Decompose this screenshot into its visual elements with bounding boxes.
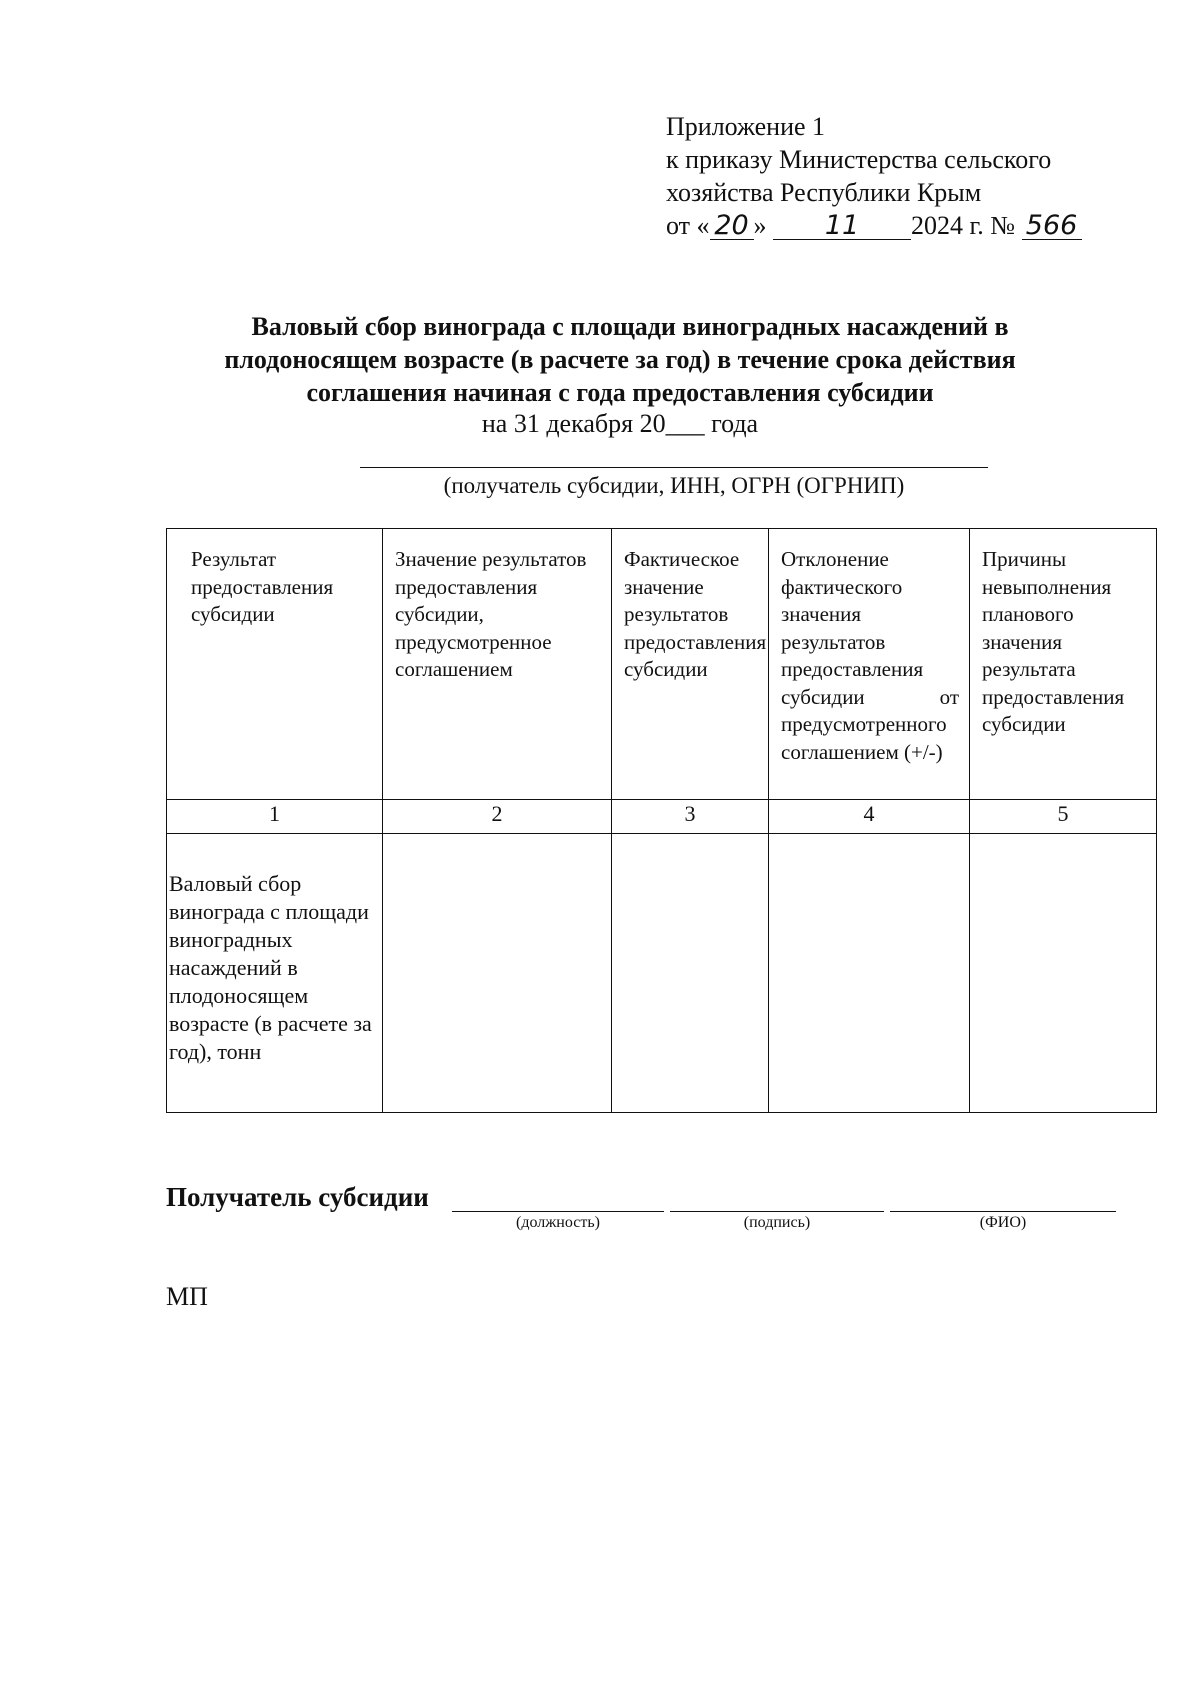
table-cell bbox=[970, 834, 1157, 1113]
appendix-title: Приложение 1 bbox=[666, 112, 826, 141]
appendix-ministry: хозяйства Республики Крым bbox=[666, 178, 982, 207]
title-line-2: плодоносящем возрасте (в расчете за год) в течение срока действия bbox=[224, 345, 1016, 374]
seal-place-mark: МП bbox=[166, 1282, 208, 1311]
row-result-name: Валовый сбор винограда с площади виноградных насаждений в плодоносящем возрасте (в расчете за год), тонн bbox=[169, 871, 372, 1064]
title-line-1: Валовый сбор винограда с площади виноградных насаждений в bbox=[251, 312, 1009, 341]
table-cell bbox=[167, 834, 383, 1113]
header-cell bbox=[383, 529, 612, 800]
date-year: 2024 г. № bbox=[911, 211, 1016, 240]
handwritten-order-number: 566 bbox=[1022, 213, 1082, 240]
full-name-signature-line bbox=[890, 1211, 1116, 1212]
position-signature-line bbox=[452, 1211, 664, 1212]
table-row bbox=[167, 834, 1157, 1113]
table-cell bbox=[769, 834, 970, 1113]
table-cell bbox=[612, 834, 769, 1113]
column-number: 1 bbox=[167, 800, 383, 834]
header-planned-value: Значение результатов предоставления субсидии, предусмотренное соглашением bbox=[395, 547, 587, 681]
appendix-order-ref: к приказу Министерства сельского bbox=[666, 145, 1052, 174]
header-cell bbox=[612, 529, 769, 800]
table-cell bbox=[383, 834, 612, 1113]
column-number: 2 bbox=[383, 800, 612, 834]
results-table bbox=[166, 528, 1157, 1113]
document-title bbox=[180, 310, 1060, 409]
header-actual-value: Фактическое значение результатов предоставления субсидии bbox=[624, 547, 767, 681]
header-cell bbox=[970, 529, 1157, 800]
header-deviation: Отклонение фактического значения результатов предоставления субсидии от предусмотренного соглашением (+/-) bbox=[781, 547, 959, 764]
position-caption: (должность) bbox=[516, 1214, 600, 1231]
signature-label: Получатель субсидии bbox=[166, 1182, 429, 1212]
column-number: 4 bbox=[769, 800, 970, 834]
header-result: Результат предоставления субсидии bbox=[191, 547, 334, 626]
appendix-header bbox=[666, 110, 1126, 242]
handwritten-day: 20 bbox=[710, 213, 754, 240]
column-number-row bbox=[167, 800, 1157, 834]
appendix-date-line bbox=[666, 209, 1126, 242]
recipient-caption: (получатель субсидии, ИНН, ОГРН (ОГРНИП) bbox=[443, 473, 905, 498]
column-number: 3 bbox=[612, 800, 769, 834]
handwritten-month: 11 bbox=[773, 213, 911, 240]
signature-caption: (подпись) bbox=[743, 1214, 811, 1231]
column-number: 5 bbox=[970, 800, 1157, 834]
report-date: на 31 декабря 20___ года bbox=[481, 409, 759, 438]
header-reasons: Причины невыполнения планового значения результата предоставления субсидии bbox=[982, 547, 1125, 736]
date-quote-close: » bbox=[753, 211, 767, 240]
header-cell bbox=[769, 529, 970, 800]
signature-line bbox=[670, 1211, 884, 1212]
header-cell bbox=[167, 529, 383, 800]
recipient-blank-line bbox=[360, 467, 988, 468]
date-prefix: от « bbox=[666, 211, 710, 240]
full-name-caption: (ФИО) bbox=[979, 1214, 1027, 1231]
title-line-3: соглашения начиная с года предоставления субсидии bbox=[306, 378, 934, 407]
table-header-row bbox=[167, 529, 1157, 800]
